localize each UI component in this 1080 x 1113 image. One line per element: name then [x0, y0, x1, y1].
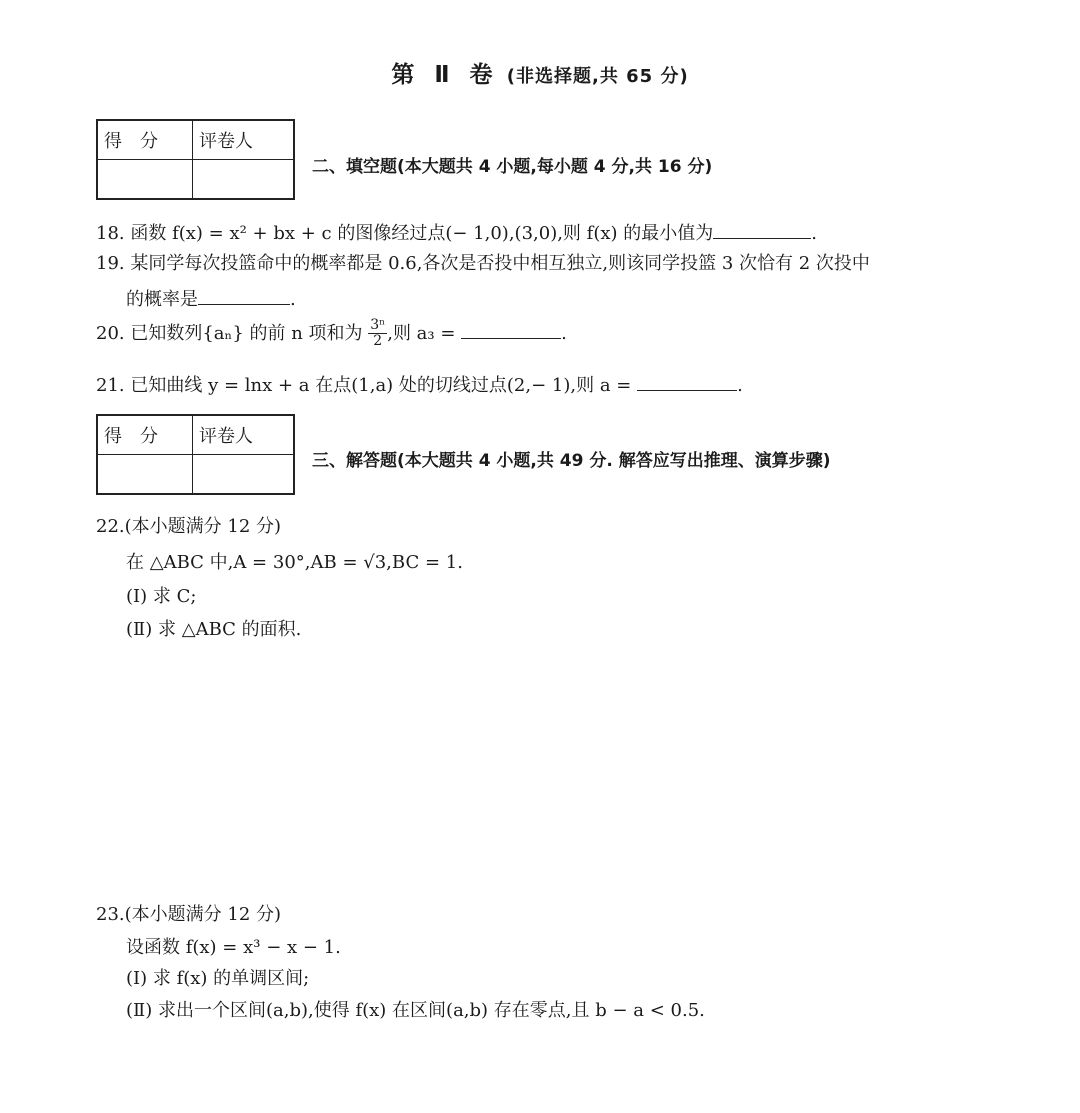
q22-part2: (Ⅱ) 求 △ABC 的面积.	[126, 619, 302, 640]
title-main: 第 Ⅱ 卷	[391, 62, 499, 88]
q18-answer-blank[interactable]	[713, 220, 811, 239]
q19-end: .	[290, 289, 296, 310]
question-19-line1: 19. 某同学每次投篮命中的概率都是 0.6,各次是否投中相互独立,则该同学投篮 3 次恰有 2 次投中	[96, 253, 870, 274]
grader-cell[interactable]	[193, 160, 295, 200]
score-label: 得 分	[97, 120, 193, 160]
q19-answer-blank[interactable]	[198, 286, 290, 305]
grader-label: 评卷人	[193, 120, 295, 160]
q18-end: .	[811, 223, 817, 244]
score-table-2	[96, 414, 295, 495]
q23-header: 23.(本小题满分 12 分)	[96, 904, 282, 925]
score-cell[interactable]	[97, 455, 193, 495]
section3-heading: 三、解答题(本大题共 4 小题,共 49 分. 解答应写出推理、演算步骤)	[312, 451, 831, 471]
q20-fraction	[368, 318, 387, 350]
q23-part2: (Ⅱ) 求出一个区间(a,b),使得 f(x) 在区间(a,b) 存在零点,且 b − a < 0.5.	[126, 1000, 705, 1021]
q23-part1: (Ⅰ) 求 f(x) 的单调区间;	[126, 968, 310, 989]
q20-end: .	[561, 322, 567, 344]
q21-answer-blank[interactable]	[637, 372, 737, 391]
q20-answer-blank[interactable]	[461, 320, 561, 339]
score-table-1	[96, 119, 295, 200]
title-sub: (非选择题,共 65 分)	[506, 66, 689, 87]
q22-stem: 在 △ABC 中,A = 30°,AB = √3,BC = 1.	[126, 552, 463, 573]
question-18	[96, 220, 817, 245]
q20-before: 20. 已知数列{aₙ} 的前 n 项和为	[96, 322, 363, 344]
grader-label: 评卷人	[193, 415, 295, 455]
grader-cell[interactable]	[193, 455, 295, 495]
q20-fraction-numerator: 3ⁿ	[370, 317, 386, 333]
q20-fraction-denominator: 2	[373, 333, 383, 350]
q19-text2: 的概率是	[126, 289, 198, 310]
q22-header: 22.(本小题满分 12 分)	[96, 516, 282, 537]
question-21	[96, 372, 743, 397]
q21-text: 21. 已知曲线 y = lnx + a 在点(1,a) 处的切线过点(2,− 1),则 a =	[96, 375, 632, 396]
section2-heading: 二、填空题(本大题共 4 小题,每小题 4 分,共 16 分)	[312, 157, 713, 177]
q20-after: ,则 a₃ =	[387, 322, 456, 344]
question-20	[96, 318, 567, 350]
score-label: 得 分	[97, 415, 193, 455]
score-cell[interactable]	[97, 160, 193, 200]
q18-text: 18. 函数 f(x) = x² + bx + c 的图像经过点(− 1,0),(3,0),则 f(x) 的最小值为	[96, 223, 714, 244]
question-19-line2	[126, 286, 296, 311]
q22-part1: (Ⅰ) 求 C;	[126, 586, 197, 607]
q23-stem: 设函数 f(x) = x³ − x − 1.	[126, 937, 341, 958]
page-title	[0, 56, 1080, 89]
q21-end: .	[737, 375, 743, 396]
